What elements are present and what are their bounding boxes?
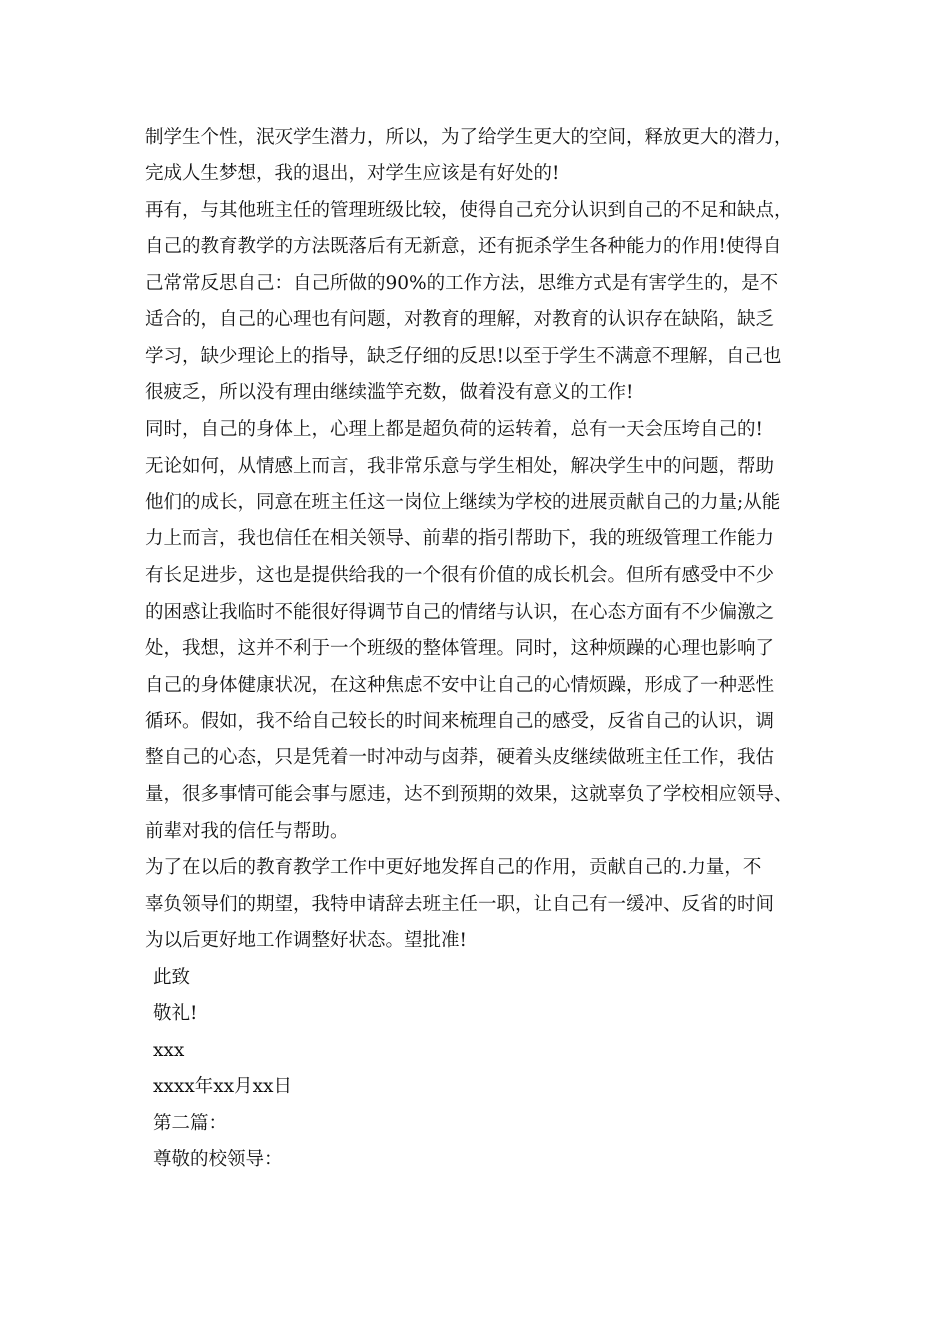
closing-salutation: 此致 <box>153 967 191 988</box>
body-line: 他们的成长，同意在班主任这一岗位上继续为学校的进展贡献自己的力量;从能 <box>145 492 781 513</box>
body-line: 制学生个性，泯灭学生潜力，所以，为了给学生更大的空间，释放更大的潜力， <box>145 127 793 148</box>
body-line: 自己的身体健康状况，在这种焦虑不安中让自己的心情烦躁，形成了一种恶性 <box>145 675 775 696</box>
date: xxxx年xx月xx日 <box>153 1076 292 1097</box>
body-line: 同时，自己的身体上，心理上都是超负荷的运转着，总有一天会压垮自己的! <box>145 419 763 440</box>
body-line: 为了在以后的教育教学工作中更好地发挥自己的作用，贡献自己的.力量，不 <box>145 857 762 878</box>
body-line: 处，我想，这并不利于一个班级的整体管理。同时，这种烦躁的心理也影响了 <box>145 638 775 659</box>
body-line: 学习，缺少理论上的指导，缺乏仔细的反思!以至于学生不满意不理解，自己也 <box>145 346 782 367</box>
body-line: 自己的教育教学的方法既落后有无新意，还有扼杀学生各种能力的作用!使得自 <box>145 236 782 257</box>
body-line: 完成人生梦想，我的退出，对学生应该是有好处的! <box>145 163 560 184</box>
closing-regards: 敬礼! <box>153 1003 198 1024</box>
body-line: 很疲乏，所以没有理由继续滥竽充数，做着没有意义的工作! <box>145 382 634 403</box>
signature: xxx <box>153 1040 185 1061</box>
body-line: 适合的，自己的心理也有问题，对教育的理解，对教育的认识存在缺陷，缺乏 <box>145 309 775 330</box>
body-line: 无论如何，从情感上而言，我非常乐意与学生相处，解决学生中的问题，帮助 <box>145 456 775 477</box>
body-line: 量，很多事情可能会事与愿违，达不到预期的效果，这就辜负了学校相应领导、 <box>145 784 793 805</box>
body-line: 再有，与其他班主任的管理班级比较，使得自己充分认识到自己的不足和缺点， <box>145 200 793 221</box>
body-line: 的困惑让我临时不能很好得调节自己的情绪与认识，在心态方面有不少偏激之 <box>145 602 775 623</box>
body-line: 力上而言，我也信任在相关领导、前辈的指引帮助下，我的班级管理工作能力 <box>145 528 775 549</box>
section-heading: 第二篇： <box>153 1113 228 1134</box>
body-line: 辜负领导们的期望，我特申请辞去班主任一职，让自己有一缓冲、反省的时间 <box>145 894 775 915</box>
body-line: 整自己的心态，只是凭着一时冲动与卤莽，硬着头皮继续做班主任工作，我估 <box>145 747 775 768</box>
body-line: 循环。假如，我不给自己较长的时间来梳理自己的感受，反省自己的认识，调 <box>145 711 775 732</box>
body-line: 有长足进步，这也是提供给我的一个很有价值的成长机会。但所有感受中不少 <box>145 565 775 586</box>
body-line: 前辈对我的信任与帮助。 <box>145 821 349 842</box>
greeting: 尊敬的校领导： <box>153 1149 283 1170</box>
body-line: 己常常反思自己：自己所做的90%的工作方法，思维方式是有害学生的，是不 <box>145 273 779 294</box>
body-line: 为以后更好地工作调整好状态。望批准! <box>145 930 467 951</box>
